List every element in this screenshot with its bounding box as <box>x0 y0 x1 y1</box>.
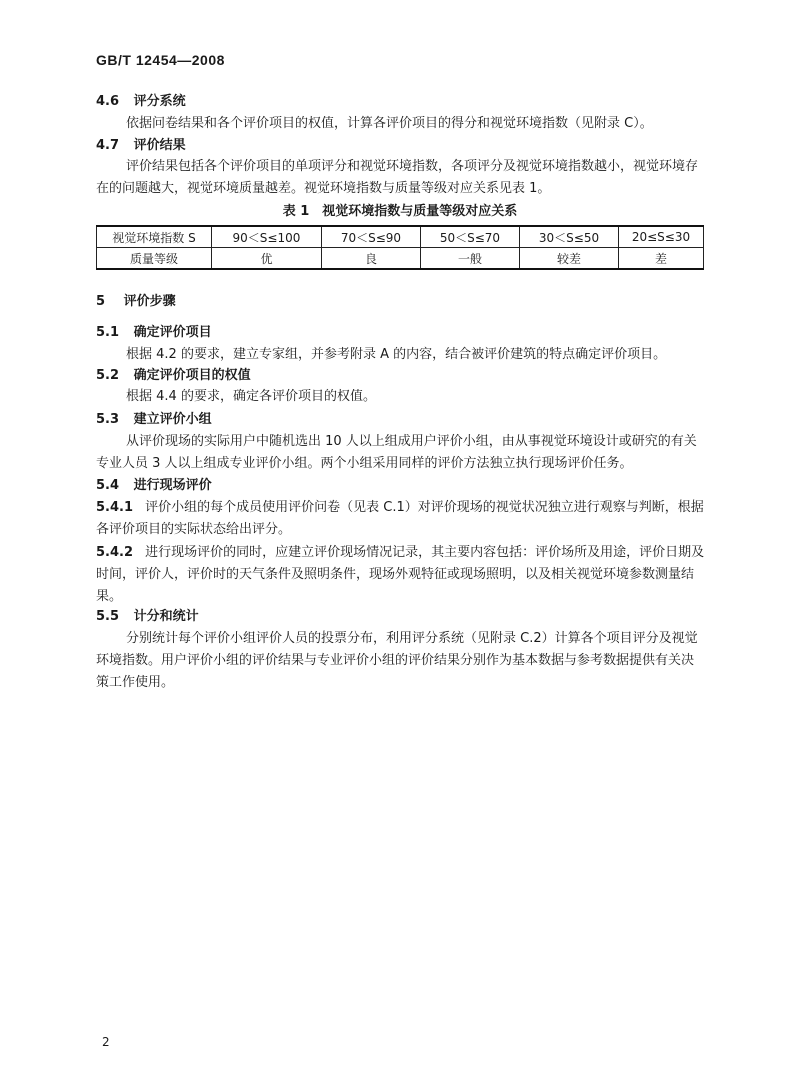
section-number: 5.5 <box>96 609 120 624</box>
clause-number: 5.4.1 <box>96 500 134 515</box>
section-5-2-heading <box>96 367 251 385</box>
clause-text: 评价小组的每个成员使用评价问卷（见表 C.1）对评价现场的视觉状况独立进行观察与判断，根据各评价项目的实际状态给出评分。 <box>96 500 704 537</box>
section-number: 5.1 <box>96 325 120 340</box>
section-number: 5.4 <box>96 478 120 493</box>
section-title: 评价结果 <box>133 138 186 153</box>
section-5-5-text: 分别统计每个评价小组评价人员的投票分布，利用评分系统（见附录 C.2）计算各个项目评分及视觉环境指数。用户评价小组的评价结果与专业评价小组的评价结果分别作为基本数据与参考数据提供有关决策工作使用。 <box>96 631 698 690</box>
table-cell: 优 <box>212 248 322 270</box>
section-number: 5 <box>96 294 106 309</box>
table-cell: 30＜S≤50 <box>519 226 618 248</box>
section-5-3-heading <box>96 411 212 429</box>
table-row-header: 视觉环境指数 S <box>97 226 212 248</box>
section-5-2-text: 根据 4.4 的要求，确定各评价项目的权值。 <box>126 389 376 404</box>
table-cell: 20≤S≤30 <box>619 226 704 248</box>
table-cell: 70＜S≤90 <box>321 226 420 248</box>
table-cell: 90＜S≤100 <box>212 226 322 248</box>
section-4-6-heading <box>96 93 186 111</box>
section-number: 4.6 <box>96 94 120 109</box>
section-5-3-text: 从评价现场的实际用户中随机选出 10 人以上组成用户评价小组，由从事视觉环境设计或研究的有关专业人员 3 人以上组成专业评价小组。两个小组采用同样的评价方法独立执行现场评价任务。 <box>96 434 697 471</box>
table-row <box>97 226 704 248</box>
table-cell: 50＜S≤70 <box>420 226 519 248</box>
section-4-7-heading <box>96 137 186 155</box>
section-title: 进行现场评价 <box>133 478 212 493</box>
section-title: 确定评价项目 <box>133 325 212 340</box>
section-5-5-heading <box>96 608 199 626</box>
section-5-4-1-text <box>96 497 706 541</box>
section-5-4-heading <box>96 477 212 495</box>
table-1 <box>96 225 704 270</box>
section-5-1-heading <box>96 324 212 342</box>
table-cell: 良 <box>321 248 420 270</box>
section-title: 建立评价小组 <box>133 412 212 427</box>
section-5-heading <box>96 293 176 311</box>
section-5-4-2-text <box>96 542 706 608</box>
document-header: GB/T 12454—2008 <box>96 52 225 68</box>
table-row-header: 质量等级 <box>97 248 212 270</box>
section-number: 5.3 <box>96 412 120 427</box>
clause-text: 进行现场评价的同时，应建立评价现场情况记录，其主要内容包括：评价场所及用途，评价日期及时间，评价人，评价时的天气条件及照明条件，现场外观特征或现场照明，以及相关视觉环境参数测量结果。 <box>96 545 705 604</box>
clause-number: 5.4.2 <box>96 545 134 560</box>
section-4-7-text: 评价结果包括各个评价项目的单项评分和视觉环境指数，各项评分及视觉环境指数越小，视觉环境存在的问题越大，视觉环境质量越差。视觉环境指数与质量等级对应关系见表 1。 <box>96 159 699 196</box>
section-number: 5.2 <box>96 368 120 383</box>
table-cell: 一般 <box>420 248 519 270</box>
table-cell: 较差 <box>519 248 618 270</box>
page-number: 2 <box>102 1035 110 1049</box>
section-title: 评分系统 <box>133 94 186 109</box>
table-row <box>97 248 704 270</box>
section-title: 评价步骤 <box>123 294 176 309</box>
section-title: 计分和统计 <box>133 609 199 624</box>
section-4-6-text: 依据问卷结果和各个评价项目的权值，计算各评价项目的得分和视觉环境指数（见附录 C）。 <box>126 116 653 131</box>
section-number: 4.7 <box>96 138 120 153</box>
section-title: 确定评价项目的权值 <box>133 368 251 383</box>
table-1-caption: 表 1 视觉环境指数与质量等级对应关系 <box>282 204 518 219</box>
section-5-1-text: 根据 4.2 的要求，建立专家组，并参考附录 A 的内容，结合被评价建筑的特点确定评价项目。 <box>126 347 667 362</box>
table-cell: 差 <box>619 248 704 270</box>
